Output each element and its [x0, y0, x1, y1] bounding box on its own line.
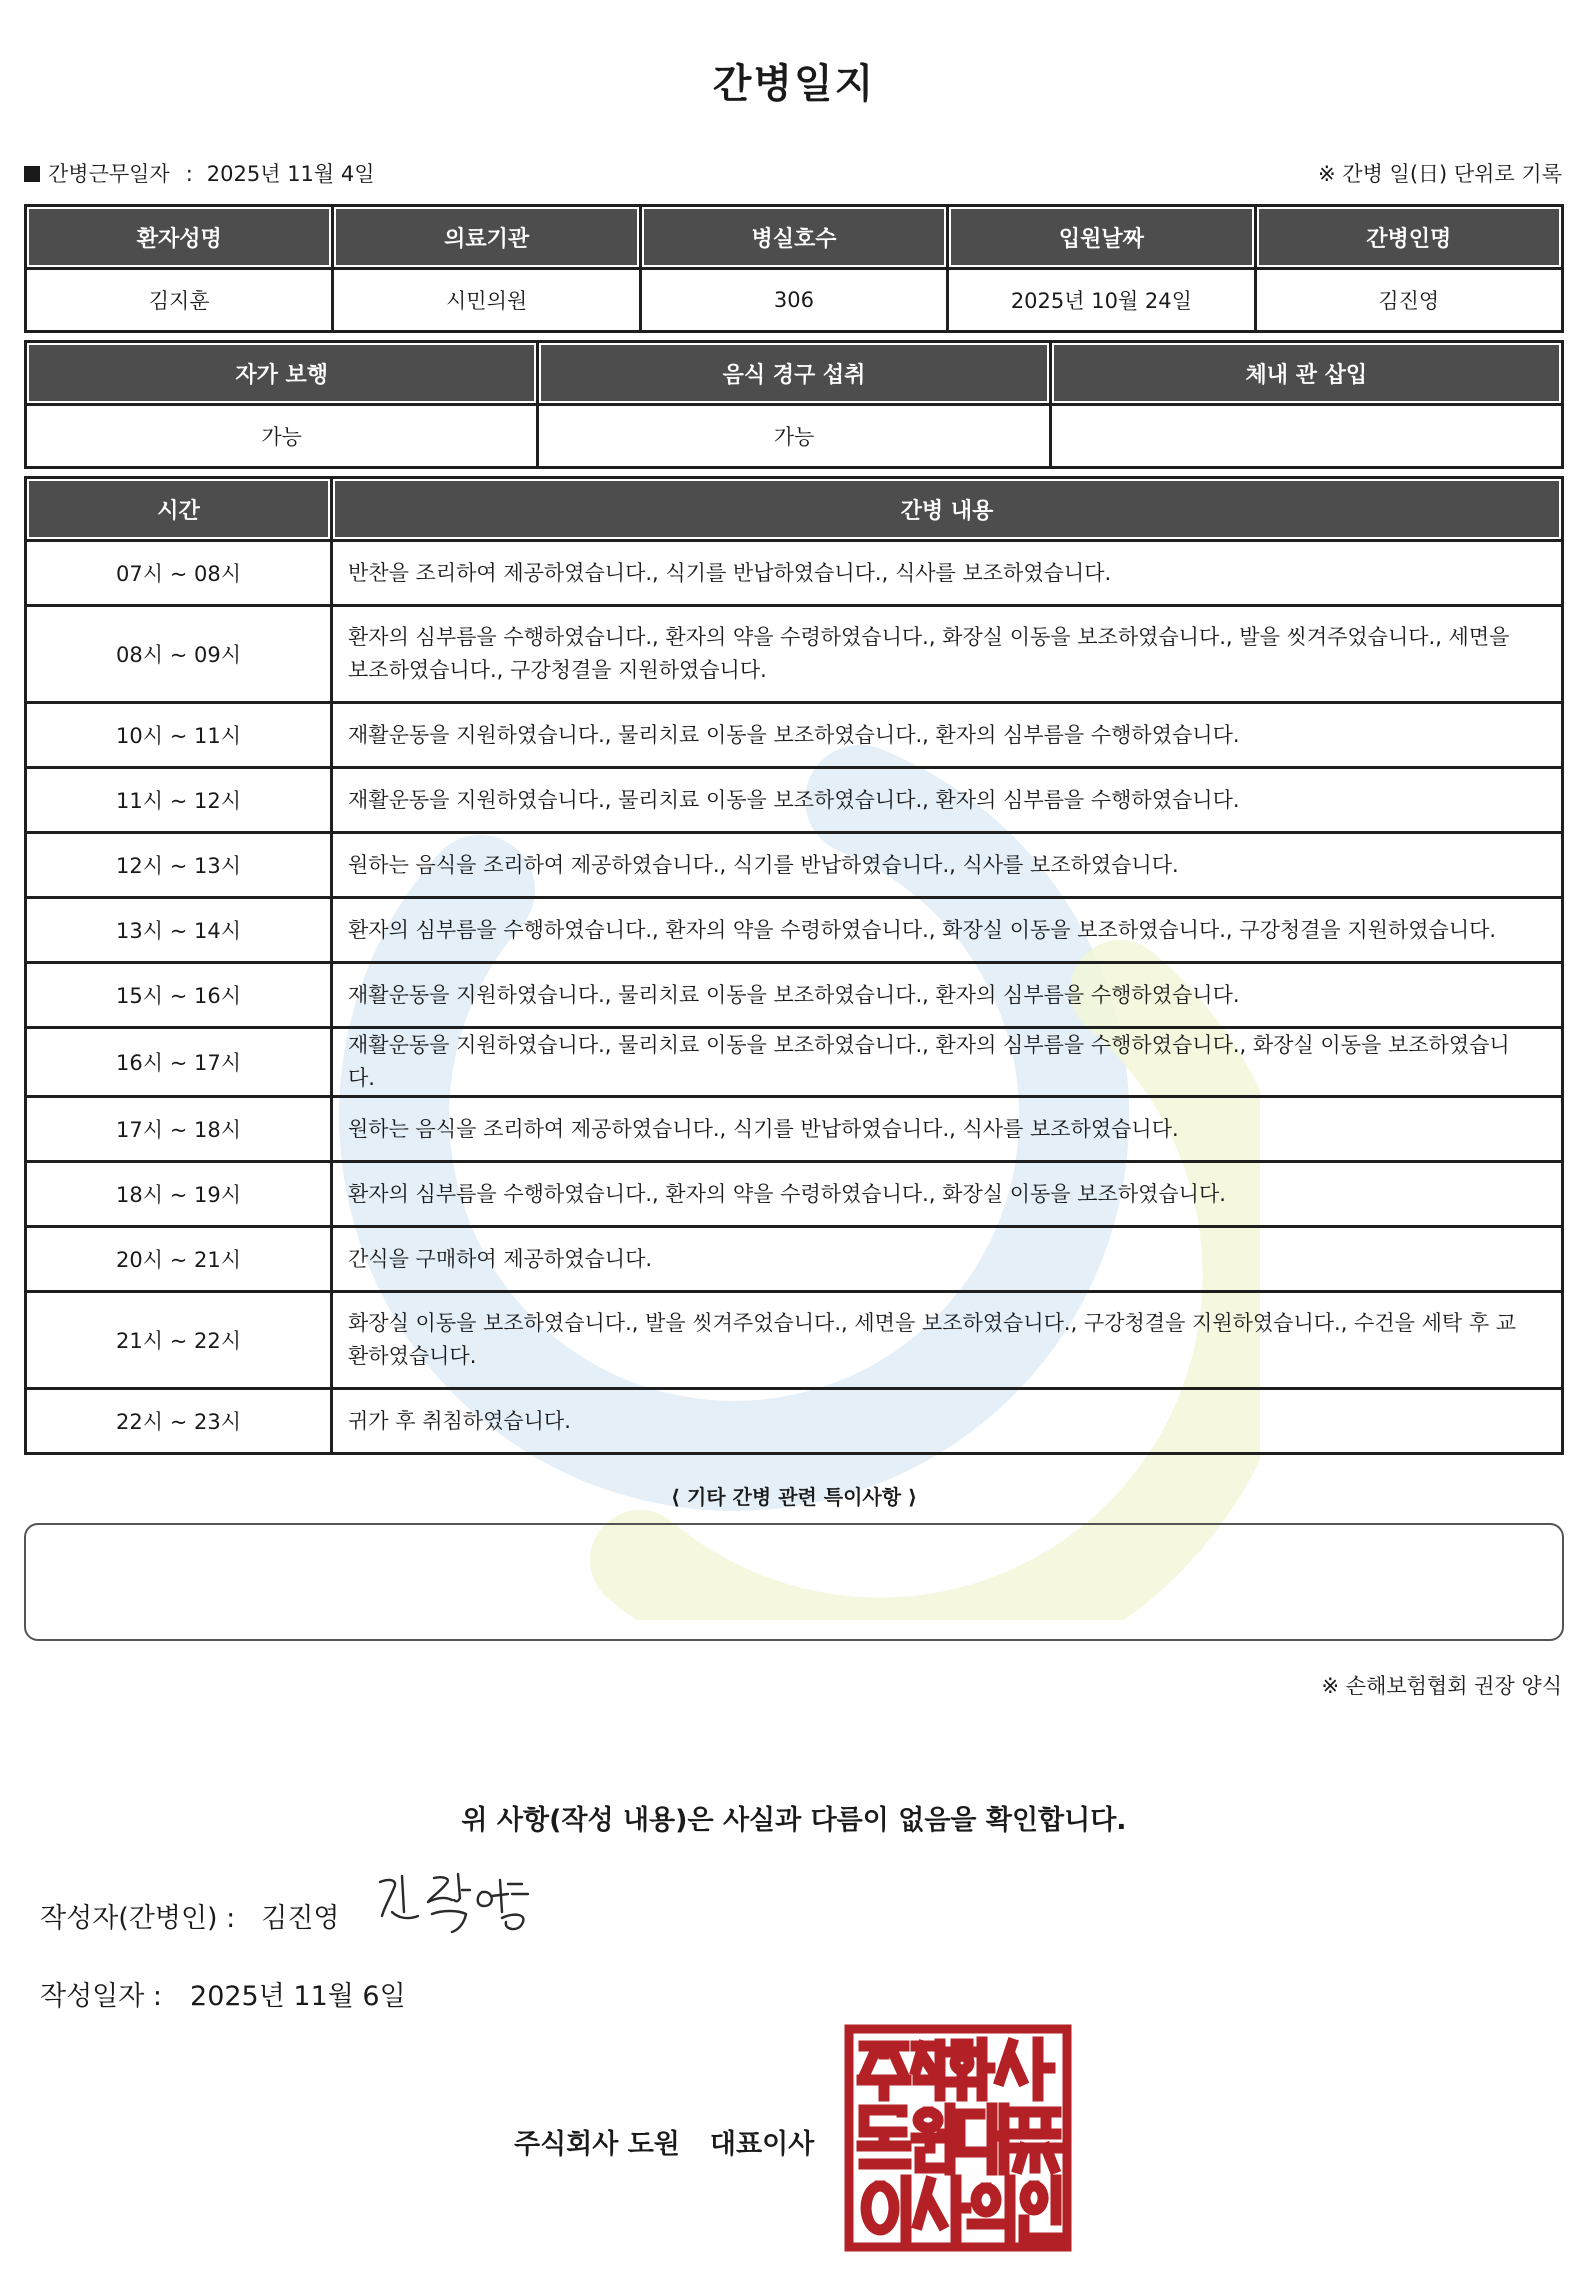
time-cell: 07시 ~ 08시 [26, 541, 332, 606]
remarks-label: ⟨ 기타 간병 관련 특이사항 ⟩ [670, 1485, 918, 1509]
table-row [26, 606, 1563, 703]
table-row [26, 833, 1563, 898]
patient-header-row [26, 206, 1563, 269]
written-date-value: 2025년 11월 6일 [190, 1981, 406, 2012]
care-log-table [24, 476, 1564, 1455]
time-cell: 18시 ~ 19시 [26, 1162, 332, 1227]
time-cell: 22시 ~ 23시 [26, 1389, 332, 1454]
header-caregiver-name: 간병인명 [1255, 206, 1562, 269]
work-date-line [24, 158, 375, 188]
form-note: ※ 손해보험협회 권장 양식 [1321, 1674, 1562, 1698]
header-room-number: 병실호수 [640, 206, 947, 269]
self-walking-value: 가능 [26, 405, 538, 468]
time-cell: 12시 ~ 13시 [26, 833, 332, 898]
header-patient-name: 환자성명 [26, 206, 333, 269]
writer-label: 작성자(간병인) : [40, 1903, 236, 1934]
content-cell: 반찬을 조리하여 제공하였습니다., 식기를 반납하였습니다., 식사를 보조하였습니다. [332, 541, 1563, 606]
content-cell: 재활운동을 지원하였습니다., 물리치료 이동을 보조하였습니다., 환자의 심부름을 수행하였습니다. [332, 963, 1563, 1028]
hospital-name: 시민의원 [333, 269, 640, 332]
header-tube-insertion: 체내 관 삽입 [1050, 342, 1562, 405]
content-cell: 환자의 심부름을 수행하였습니다., 환자의 약을 수령하였습니다., 화장실 이동을 보조하였습니다., 발을 씻겨주었습니다., 세면을 보조하였습니다., 구강청결을 지원하였습니다. [332, 606, 1563, 703]
writer-line [40, 1896, 340, 1935]
content-cell: 귀가 후 취침하였습니다. [332, 1389, 1563, 1454]
table-row [26, 1097, 1563, 1162]
header-oral-intake: 음식 경구 섭취 [538, 342, 1050, 405]
patient-status-table [24, 340, 1564, 469]
oral-intake-value: 가능 [538, 405, 1050, 468]
admission-date: 2025년 10월 24일 [948, 269, 1255, 332]
room-number: 306 [640, 269, 947, 332]
care-log-header-row [26, 478, 1563, 541]
content-cell: 환자의 심부름을 수행하였습니다., 환자의 약을 수령하였습니다., 화장실 이동을 보조하였습니다., 구강청결을 지원하였습니다. [332, 898, 1563, 963]
time-cell: 17시 ~ 18시 [26, 1097, 332, 1162]
unit-note: ※ 간병 일(日) 단위로 기록 [1318, 162, 1562, 186]
time-cell: 08시 ~ 09시 [26, 606, 332, 703]
caregiver-name: 김진영 [1255, 269, 1562, 332]
header-admission-date: 입원날짜 [948, 206, 1255, 269]
time-cell: 13시 ~ 14시 [26, 898, 332, 963]
work-date-label: 간병근무일자 [48, 162, 170, 186]
header-time: 시간 [26, 478, 332, 541]
table-row [26, 1028, 1563, 1097]
table-row [26, 1389, 1563, 1454]
table-row [26, 898, 1563, 963]
company-signature-line [514, 2122, 814, 2161]
written-date-label: 작성일자 : [40, 1981, 163, 2012]
content-cell: 재활운동을 지원하였습니다., 물리치료 이동을 보조하였습니다., 환자의 심부름을 수행하였습니다., 화장실 이동을 보조하였습니다. [332, 1028, 1563, 1097]
table-row [26, 541, 1563, 606]
tube-insertion-value [1050, 405, 1562, 468]
header-hospital: 의료기관 [333, 206, 640, 269]
header-self-walking: 자가 보행 [26, 342, 538, 405]
company-seal [844, 2024, 1072, 2252]
handwritten-signature [372, 1868, 552, 1940]
patient-name: 김지훈 [26, 269, 333, 332]
table-row [26, 963, 1563, 1028]
work-date-value: 2025년 11월 4일 [206, 162, 375, 186]
time-cell: 10시 ~ 11시 [26, 703, 332, 768]
content-cell: 간식을 구매하여 제공하였습니다. [332, 1227, 1563, 1292]
content-cell: 원하는 음식을 조리하여 제공하였습니다., 식기를 반납하였습니다., 식사를 보조하였습니다. [332, 833, 1563, 898]
content-cell: 재활운동을 지원하였습니다., 물리치료 이동을 보조하였습니다., 환자의 심부름을 수행하였습니다. [332, 768, 1563, 833]
time-cell: 16시 ~ 17시 [26, 1028, 332, 1097]
time-cell: 15시 ~ 16시 [26, 963, 332, 1028]
remarks-box [24, 1523, 1564, 1641]
patient-info-table [24, 204, 1564, 333]
status-value-row [26, 405, 1563, 468]
time-cell: 11시 ~ 12시 [26, 768, 332, 833]
time-cell: 20시 ~ 21시 [26, 1227, 332, 1292]
header-care-content: 간병 내용 [332, 478, 1563, 541]
table-row [26, 768, 1563, 833]
company-name: 주식회사 도원 [514, 2129, 680, 2160]
writer-name: 김진영 [261, 1903, 340, 1934]
company-title: 대표이사 [709, 2129, 815, 2160]
content-cell: 화장실 이동을 보조하였습니다., 발을 씻겨주었습니다., 세면을 보조하였습니다., 구강청결을 지원하였습니다., 수건을 세탁 후 교환하였습니다. [332, 1292, 1563, 1389]
patient-value-row [26, 269, 1563, 332]
table-row [26, 1292, 1563, 1389]
content-cell: 원하는 음식을 조리하여 제공하였습니다., 식기를 반납하였습니다., 식사를 보조하였습니다. [332, 1097, 1563, 1162]
square-bullet-icon [24, 166, 40, 182]
content-cell: 환자의 심부름을 수행하였습니다., 환자의 약을 수령하였습니다., 화장실 이동을 보조하였습니다. [332, 1162, 1563, 1227]
table-row [26, 1162, 1563, 1227]
status-header-row [26, 342, 1563, 405]
time-cell: 21시 ~ 22시 [26, 1292, 332, 1389]
colon-separator: : [185, 162, 193, 186]
table-row [26, 1227, 1563, 1292]
table-row [26, 703, 1563, 768]
written-date-line [40, 1974, 406, 2013]
confirmation-statement: 위 사항(작성 내용)은 사실과 다름이 없음을 확인합니다. [461, 1805, 1127, 1836]
document-title: 간병일지 [712, 61, 876, 107]
content-cell: 재활운동을 지원하였습니다., 물리치료 이동을 보조하였습니다., 환자의 심부름을 수행하였습니다. [332, 703, 1563, 768]
